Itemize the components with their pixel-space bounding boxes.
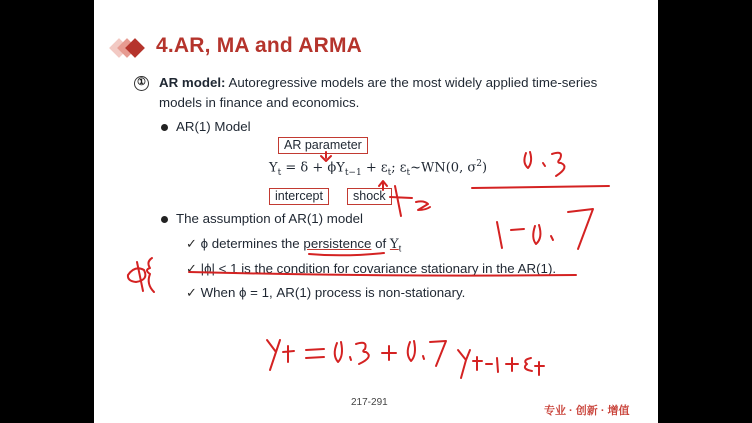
annotation-mark: [416, 201, 430, 210]
check-1-post: of: [375, 236, 387, 251]
check-2-text: |ϕ| < 1 is the condition for covariance stationary in the AR(1).: [200, 261, 557, 276]
formula-close: ): [481, 160, 488, 176]
annotation-underline: [189, 272, 576, 276]
check-1-var: Y: [389, 237, 399, 252]
ar-model-label: AR model:: [159, 75, 226, 90]
formula-wn: ~WN(0, σ: [410, 160, 477, 176]
slide-title: 4.AR, MA and ARMA: [156, 34, 363, 57]
annotation-equals: [306, 349, 324, 358]
ar-model-line1: Autoregressive models are the most widely applied time-series: [228, 75, 598, 90]
annotation-dot: [551, 236, 553, 240]
annotation-digit: [568, 209, 593, 249]
annotation-digit: [552, 153, 565, 176]
check-1-key: persistence: [303, 236, 372, 251]
intercept-box: intercept: [269, 188, 329, 205]
annotation-phi: [137, 262, 143, 291]
ar-parameter-box: AR parameter: [278, 137, 368, 154]
annotation-digit: [524, 152, 531, 168]
annotation-t: [535, 362, 544, 375]
annotation-cross: [390, 186, 412, 216]
ar1-bullet-text: AR(1) Model: [176, 119, 251, 134]
formula-eq: = δ + ϕY: [281, 160, 345, 176]
handwritten-annotations: [94, 0, 658, 423]
annotation-digit: [430, 341, 446, 366]
formula-semi: ; ε: [391, 160, 407, 176]
annotation-brace: [147, 258, 154, 292]
assumption-bullet-text: The assumption of AR(1) model: [176, 211, 363, 226]
annotation-Y: [267, 340, 280, 370]
section-number: ①: [134, 76, 149, 91]
annotation-Y: [458, 350, 470, 378]
formula-eps2-sub: t: [406, 167, 411, 178]
formula-lhs: Y: [269, 160, 278, 176]
annotation-plus: [382, 346, 396, 360]
annotation-epsilon: [525, 358, 532, 371]
page-number: 217-291: [351, 397, 388, 408]
annotation-fraction-bar: [472, 186, 609, 188]
annotation-digit: [497, 358, 498, 372]
annotation-arrow: [379, 181, 387, 190]
annotation-dot: [543, 163, 545, 166]
annotation-dot: [423, 356, 424, 359]
annotation-digit: [408, 341, 415, 361]
annotation-digit: [497, 222, 502, 248]
annotation-plus: [506, 358, 518, 371]
formula-eps-sub: t: [387, 167, 392, 178]
checkmark-icon: ✓: [186, 236, 197, 251]
annotation-digit: [356, 343, 369, 364]
annotation-dot: [350, 357, 351, 360]
slide: [94, 0, 658, 423]
formula-lhs-sub: t: [277, 167, 282, 178]
annotation-digit: [335, 342, 342, 362]
shock-box: shock: [347, 188, 392, 205]
check-1-sub: t: [398, 243, 402, 254]
formula-eps: + ε: [361, 160, 388, 176]
formula-y-sub: t−1: [344, 167, 362, 178]
check-1-pre: ϕ determines the: [200, 236, 300, 251]
annotation-t: [473, 357, 482, 370]
check-3-text: When ϕ = 1, AR(1) process is non-stationary.: [200, 285, 466, 300]
checkmark-icon: ✓: [186, 261, 197, 276]
annotation-minus: [511, 229, 524, 230]
formula-sq: 2: [476, 159, 482, 169]
ar-model-line2: models in finance and economics.: [159, 95, 360, 110]
annotation-underline: [309, 253, 384, 255]
annotation-digit: [533, 225, 540, 244]
annotation-phi: [128, 268, 145, 282]
annotation-t: [283, 346, 294, 362]
checkmark-icon: ✓: [186, 285, 197, 300]
brand-slogan: 专业 · 创新 · 增值: [544, 405, 630, 417]
